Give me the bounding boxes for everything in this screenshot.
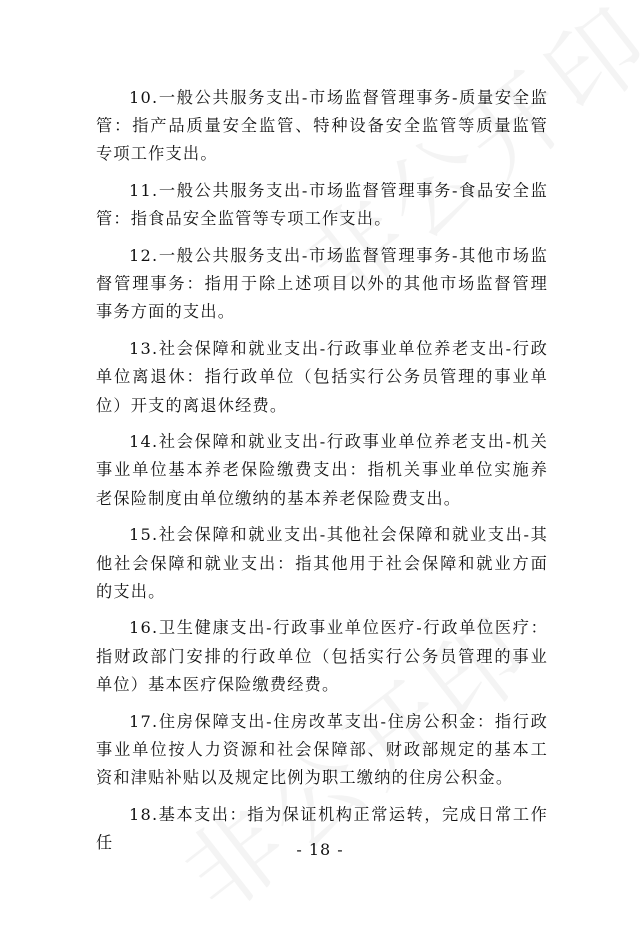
paragraph-12: 12.一般公共服务支出-市场监督管理事务-其他市场监督管理事务：指用于除上述项目以外的其他市场监督管理事务方面的支出。 xyxy=(96,246,548,322)
paragraph-10: 10.一般公共服务支出-市场监督管理事务-质量安全监管：指产品质量安全监管、特种设备安全监管等质量监管专项工作支出。 xyxy=(96,88,548,164)
paragraph-17: 17.住房保障支出-住房改革支出-住房公积金：指行政事业单位按人力资源和社会保障部、财政部规定的基本工资和津贴补贴以及规定比例为职工缴纳的住房公积金。 xyxy=(96,711,548,787)
paragraph-15: 15.社会保障和就业支出-其他社会保障和就业支出-其他社会保障和就业支出：指其他用于社会保障和就业方面的支出。 xyxy=(96,525,548,601)
paragraph-18: 18.基本支出：指为保证机构正常运转，完成日常工作任 xyxy=(96,804,548,852)
page-number: - 18 - xyxy=(296,840,344,859)
paragraph-11: 11.一般公共服务支出-市场监督管理事务-食品安全监管：指食品安全监管等专项工作支出。 xyxy=(96,181,548,229)
paragraph-16: 16.卫生健康支出-行政事业单位医疗-行政单位医疗：指财政部门安排的行政单位（包括实行公务员管理的事业单位）基本医疗保险缴费经费。 xyxy=(96,618,548,694)
paragraph-14: 14.社会保障和就业支出-行政事业单位养老支出-机关事业单位基本养老保险缴费支出：指机关事业单位实施养老保险制度由单位缴纳的基本养老保险费支出。 xyxy=(96,432,548,508)
paragraph-13: 13.社会保障和就业支出-行政事业单位养老支出-行政单位离退休：指行政单位（包括实行公务员管理的事业单位）开支的离退休经费。 xyxy=(96,339,548,415)
body-text xyxy=(96,84,548,866)
